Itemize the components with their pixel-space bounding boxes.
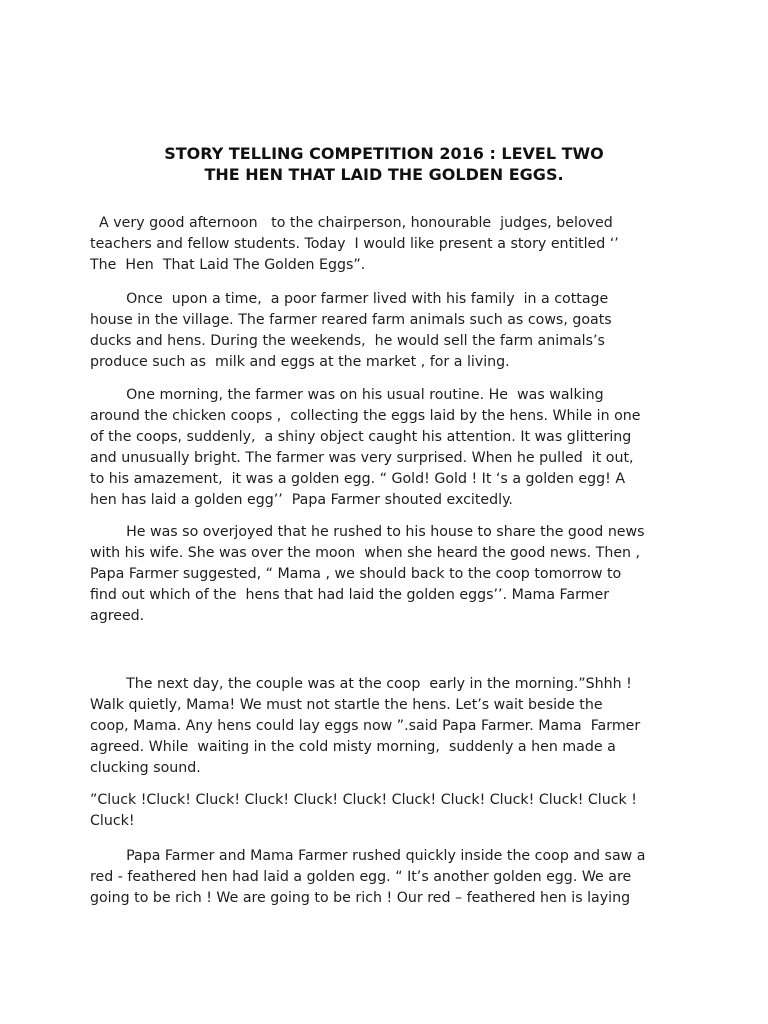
- paragraph-cluck: [90, 790, 690, 832]
- text-line: find out which of the hens that had laid the golden eggs’’. Mama Farmer: [90, 587, 610, 603]
- document-title-line-2: THE HEN THAT LAID THE GOLDEN EGGS.: [204, 165, 564, 184]
- text-line: red - feathered hen had laid a golden egg. “ It’s another golden egg. We are: [90, 869, 632, 885]
- text-line: teachers and fellow students. Today I would like present a story entitled ‘’: [90, 236, 619, 252]
- text-line: with his wife. She was over the moon when she heard the good news. Then ,: [90, 545, 641, 561]
- text-line: agreed. While waiting in the cold misty morning, suddenly a hen made a: [90, 739, 616, 755]
- text-line: The next day, the couple was at the coop early in the morning.”Shhh !: [90, 676, 632, 692]
- text-line: produce such as milk and eggs at the market , for a living.: [90, 354, 510, 370]
- text-line: Once upon a time, a poor farmer lived with his family in a cottage: [90, 291, 609, 307]
- text-line: agreed.: [90, 608, 145, 624]
- paragraph-next-day: [90, 674, 690, 779]
- text-line: ducks and hens. During the weekends, he would sell the farm animals’s: [90, 333, 605, 349]
- text-line: One morning, the farmer was on his usual routine. He was walking: [90, 387, 604, 403]
- text-line: He was so overjoyed that he rushed to his house to share the good news: [90, 524, 645, 540]
- text-line: Papa Farmer suggested, “ Mama , we should back to the coop tomorrow to: [90, 566, 622, 582]
- text-line: to his amazement, it was a golden egg. “ Gold! Gold ! It ‘s a golden egg! A: [90, 471, 626, 487]
- text-line: Papa Farmer and Mama Farmer rushed quickly inside the coop and saw a: [90, 848, 646, 864]
- text-line: around the chicken coops , collecting the eggs laid by the hens. While in one: [90, 408, 641, 424]
- document-title-line-1: STORY TELLING COMPETITION 2016 : LEVEL TWO: [164, 144, 604, 163]
- text-line: house in the village. The farmer reared farm animals such as cows, goats: [90, 312, 612, 328]
- paragraph-overjoyed: [90, 522, 690, 627]
- text-line: A very good afternoon to the chairperson, honourable judges, beloved: [90, 215, 613, 231]
- paragraph-once-upon-a-time: [90, 289, 690, 373]
- text-line: of the coops, suddenly, a shiny object caught his attention. It was glittering: [90, 429, 632, 445]
- text-line: Cluck!: [90, 813, 135, 829]
- text-line: ”Cluck !Cluck! Cluck! Cluck! Cluck! Cluck! Cluck! Cluck! Cluck! Cluck! Cluck !: [90, 792, 637, 808]
- text-line: going to be rich ! We are going to be rich ! Our red – feathered hen is laying: [90, 890, 631, 906]
- text-line: Walk quietly, Mama! We must not startle the hens. Let’s wait beside the: [90, 697, 603, 713]
- paragraph-greeting: [90, 213, 690, 276]
- text-line: coop, Mama. Any hens could lay eggs now ”.said Papa Farmer. Mama Farmer: [90, 718, 641, 734]
- text-line: The Hen That Laid The Golden Eggs”.: [90, 257, 366, 273]
- text-line: clucking sound.: [90, 760, 201, 776]
- text-line: and unusually bright. The farmer was very surprised. When he pulled it out,: [90, 450, 634, 466]
- paragraph-rushed-inside: [90, 846, 690, 909]
- paragraph-one-morning: [90, 385, 690, 511]
- text-line: hen has laid a golden egg’’ Papa Farmer shouted excitedly.: [90, 492, 513, 508]
